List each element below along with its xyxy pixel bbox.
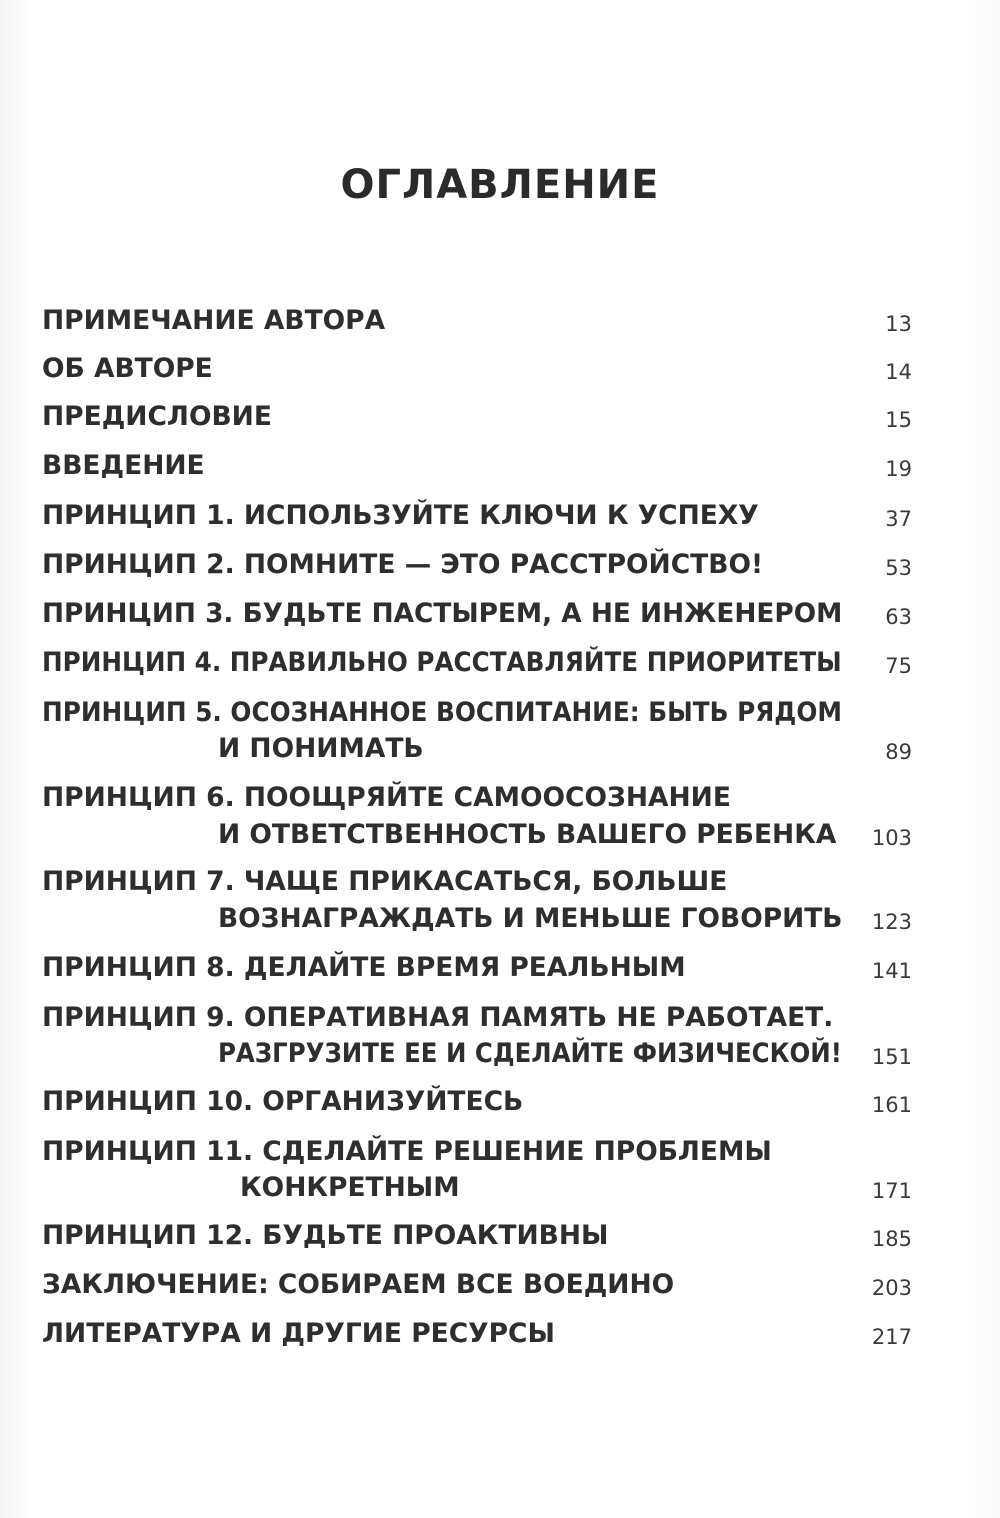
toc-entry-title-with-number: ПРИНЦИП 6. ПООЩРЯЙТЕ САМООСОЗНАНИЕ [42, 782, 731, 813]
toc-entry-title: ПРИМЕЧАНИЕ АВТОРА [42, 305, 386, 336]
toc-entry-title-with-number: ПРИНЦИП 11. СДЕЛАЙТЕ РЕШЕНИЕ ПРОБЛЕМЫ [42, 1136, 772, 1167]
toc-entry-title-continuation: ВОЗНАГРАЖДАТЬ И МЕНЬШЕ ГОВОРИТЬ [218, 903, 843, 934]
toc-entry-page-number: 89 [885, 740, 912, 764]
toc-entry-title-with-number: ПРИНЦИП 2. ПОМНИТЕ — ЭТО РАССТРОЙСТВО! [42, 549, 764, 580]
toc-entry-title-continuation: И ОТВЕТСТВЕННОСТЬ ВАШЕГО РЕБЕНКА [218, 819, 837, 850]
toc-entry-title-with-number: ПРИНЦИП 12. БУДЬТЕ ПРОАКТИВНЫ [42, 1220, 609, 1251]
toc-entry-page-number: 151 [871, 1045, 912, 1069]
toc-entry-page-number: 185 [871, 1227, 912, 1251]
toc-entry-title: ЗАКЛЮЧЕНИЕ: СОБИРАЕМ ВСЕ ВОЕДИНО [42, 1269, 675, 1300]
toc-entry-page-number: 14 [885, 360, 912, 384]
toc-entry-page-number: 75 [885, 654, 912, 678]
toc-entry-title-with-number: ПРИНЦИП 7. ЧАЩЕ ПРИКАСАТЬСЯ, БОЛЬШЕ [42, 866, 728, 897]
toc-entry-page-number: 13 [885, 312, 912, 336]
toc-entry-page-number: 37 [885, 507, 912, 531]
toc-entry-title-continuation: И ПОНИМАТЬ [218, 733, 424, 764]
toc-entry-title-with-number: ПРИНЦИП 9. ОПЕРАТИВНАЯ ПАМЯТЬ НЕ РАБОТАЕТ. [42, 1002, 834, 1033]
page-title: ОГЛАВЛЕНИЕ [340, 162, 660, 208]
toc-entry-page-number: 217 [871, 1325, 912, 1349]
toc-entry-page-number: 19 [885, 457, 912, 481]
toc-entry-title-continuation: РАЗГРУЗИТЕ ЕЕ И СДЕЛАЙТЕ ФИЗИЧЕСКОЙ! [218, 1038, 842, 1069]
toc-entry-page-number: 141 [871, 959, 912, 983]
toc-entry-page-number: 15 [885, 408, 912, 432]
toc-entry-title-with-number: ПРИНЦИП 8. ДЕЛАЙТЕ ВРЕМЯ РЕАЛЬНЫМ [42, 952, 686, 983]
toc-entry-title-with-number: ПРИНЦИП 10. ОРГАНИЗУЙТЕСЬ [42, 1086, 524, 1117]
toc-entry-page-number: 203 [871, 1276, 912, 1300]
toc-entry-title-with-number: ПРИНЦИП 1. ИСПОЛЬЗУЙТЕ КЛЮЧИ К УСПЕХУ [42, 500, 759, 531]
toc-entry-title: ПРЕДИСЛОВИЕ [42, 401, 272, 432]
toc-entry-title-continuation: КОНКРЕТНЫМ [240, 1172, 460, 1203]
toc-entry-page-number: 171 [871, 1179, 912, 1203]
toc-entry-page-number: 161 [871, 1093, 912, 1117]
toc-entry-page-number: 123 [871, 910, 912, 934]
toc-entry-page-number: 53 [885, 556, 912, 580]
toc-entry-title: ОБ АВТОРЕ [42, 353, 213, 384]
toc-entry-title: ВВЕДЕНИЕ [42, 450, 205, 481]
toc-entry-page-number: 63 [885, 605, 912, 629]
toc-entry-title-with-number: ПРИНЦИП 3. БУДЬТЕ ПАСТЫРЕМ, А НЕ ИНЖЕНЕРОМ [42, 598, 843, 629]
toc-entry-title-with-number: ПРИНЦИП 4. ПРАВИЛЬНО РАССТАВЛЯЙТЕ ПРИОРИТЕТЫ [42, 647, 842, 678]
toc-entry-title: ЛИТЕРАТУРА И ДРУГИЕ РЕСУРСЫ [42, 1318, 555, 1349]
toc-entry-title-with-number: ПРИНЦИП 5. ОСОЗНАННОЕ ВОСПИТАНИЕ: БЫТЬ РЯДОМ [42, 697, 842, 728]
toc-entry-page-number: 103 [871, 826, 912, 850]
